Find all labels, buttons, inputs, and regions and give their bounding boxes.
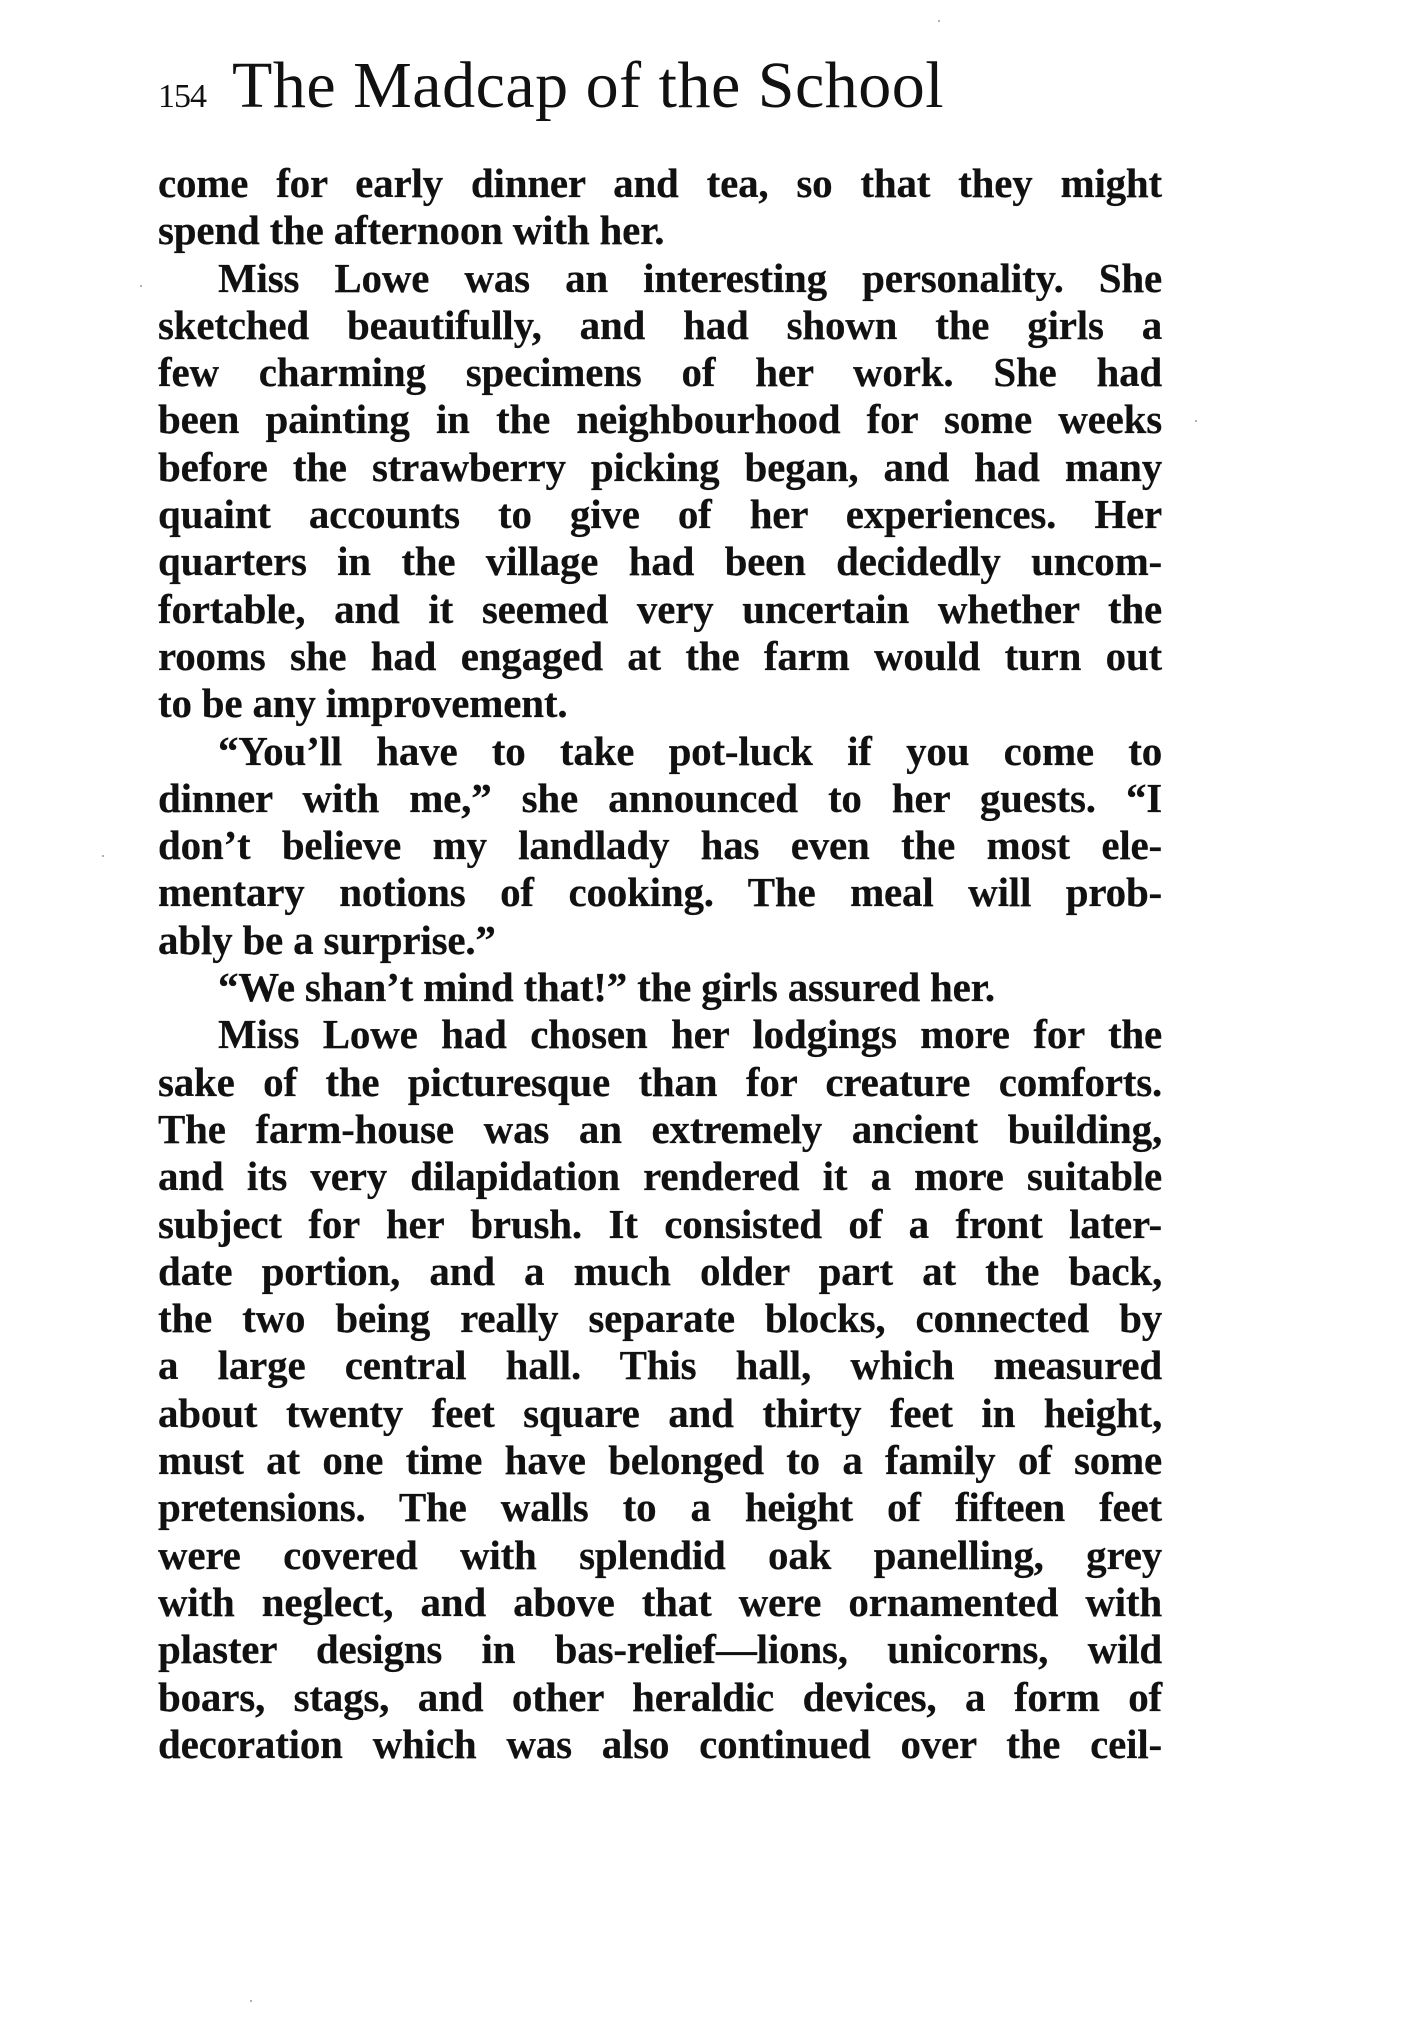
scan-speck (250, 2000, 252, 2002)
text-line: pretensions. The walls to a height of fifteen feet (158, 1484, 1162, 1531)
text-line: quarters in the village had been decidedly uncom- (158, 538, 1162, 585)
text-line: The farm-house was an extremely ancient building, (158, 1105, 1162, 1152)
text-line: a large central hall. This hall, which measured (158, 1342, 1162, 1389)
text-line: must at one time have belonged to a family of some (158, 1437, 1162, 1484)
text-line: been painting in the neighbourhood for some weeks (158, 396, 1162, 443)
text-line: rooms she had engaged at the farm would turn out (158, 632, 1162, 679)
text-line: with neglect, and above that were ornamented with (158, 1578, 1162, 1625)
text-line: and its very dilapidation rendered it a more suitable (158, 1153, 1162, 1200)
text-line: Miss Lowe was an interesting personality. She (218, 254, 1162, 301)
text-line: before the strawberry picking began, and had many (158, 443, 1162, 490)
text-line: don’t believe my landlady has even the most ele- (158, 822, 1162, 869)
text-line: boars, stags, and other heraldic devices, a form of (158, 1673, 1162, 1720)
text-line: sake of the picturesque than for creature comforts. (158, 1058, 1162, 1105)
text-line: dinner with me,” she announced to her guests. “I (158, 774, 1162, 821)
text-line: few charming specimens of her work. She had (158, 349, 1162, 396)
text-line: date portion, and a much older part at the back, (158, 1247, 1162, 1294)
text-line: the two being really separate blocks, connected by (158, 1295, 1162, 1342)
scan-speck (1195, 420, 1197, 422)
text-line: decoration which was also continued over the ceil- (158, 1720, 1162, 1767)
running-header (158, 48, 1168, 128)
text-line: ably be a surprise.” (158, 916, 496, 963)
text-line: to be any improvement. (158, 680, 568, 727)
text-line: subject for her brush. It consisted of a front later- (158, 1200, 1162, 1247)
text-line: mentary notions of cooking. The meal will prob- (158, 869, 1162, 916)
scan-speck (140, 285, 142, 287)
text-line: fortable, and it seemed very uncertain whether the (158, 585, 1162, 632)
text-line: were covered with splendid oak panelling, grey (158, 1531, 1162, 1578)
text-line: “You’ll have to take pot-luck if you come to (218, 727, 1162, 774)
text-line: about twenty feet square and thirty feet in height, (158, 1389, 1162, 1436)
scan-speck (938, 20, 940, 22)
running-title: The Madcap of the School (232, 49, 945, 122)
page-body-text (158, 160, 1162, 1768)
text-line: Miss Lowe had chosen her lodgings more for the (218, 1011, 1162, 1058)
text-line: come for early dinner and tea, so that they might (158, 160, 1162, 206)
text-line: plaster designs in bas-relief—lions, unicorns, wild (158, 1626, 1162, 1673)
text-line: “We shan’t mind that!” the girls assured her. (218, 964, 995, 1011)
scan-speck (102, 855, 104, 857)
text-line: spend the afternoon with her. (158, 207, 665, 254)
text-line: quaint accounts to give of her experiences. Her (158, 491, 1162, 538)
text-line: sketched beautifully, and had shown the girls a (158, 301, 1162, 348)
page-number: 154 (158, 78, 206, 115)
